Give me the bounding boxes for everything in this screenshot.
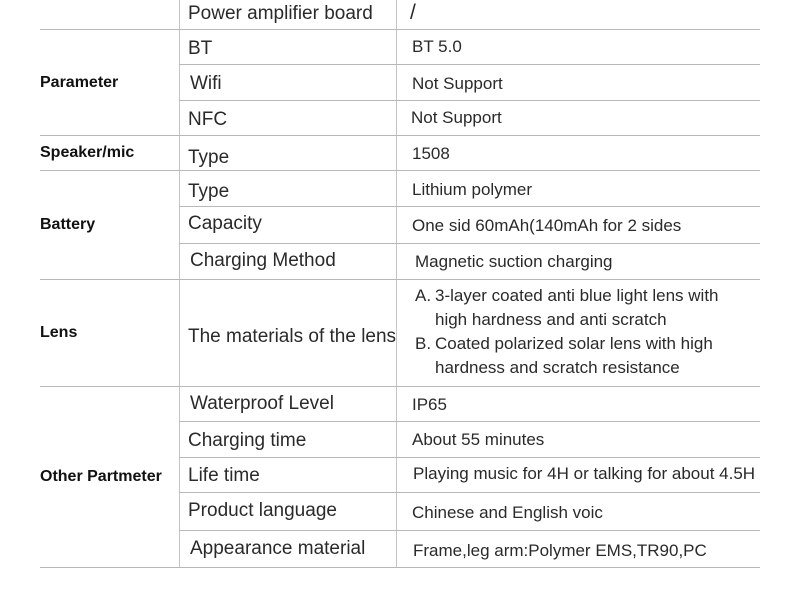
value-bt: BT 5.0: [412, 37, 462, 56]
row-divider: [179, 457, 760, 458]
field-waterproof-level: Waterproof Level: [190, 393, 334, 414]
field-lens-materials: The materials of the lens: [188, 326, 397, 347]
list-marker: B.: [415, 334, 432, 353]
category-label: Parameter: [40, 73, 119, 91]
row-divider: [179, 421, 760, 422]
category-label: Other Partmeter: [40, 468, 162, 485]
list-item-line: 3-layer coated anti blue light lens with: [435, 286, 719, 305]
field-capacity: Capacity: [188, 213, 262, 234]
value-battery-type: Lithium polymer: [412, 180, 532, 199]
value-charging-method: Magnetic suction charging: [415, 252, 613, 271]
list-item-text: [435, 332, 713, 380]
value-wifi: Not Support: [412, 74, 503, 93]
category-speaker-mic: [40, 136, 179, 170]
list-item: [415, 332, 719, 380]
list-item-line: high hardness and anti scratch: [435, 310, 667, 329]
field-life-time: Life time: [188, 465, 260, 486]
value-waterproof-level: IP65: [412, 395, 447, 414]
field-power-amplifier-board: Power amplifier board: [188, 3, 373, 24]
category-label: Battery: [40, 216, 96, 233]
value-life-time: Playing music for 4H or talking for about 4.5H: [413, 464, 756, 483]
category-lens: [40, 280, 179, 386]
value-product-language: Chinese and English voic: [412, 503, 603, 522]
spec-table: [40, 0, 760, 568]
row-divider: [179, 64, 760, 65]
field-bt: BT: [188, 38, 213, 59]
value-capacity: One sid 60mAh(140mAh for 2 sides: [412, 216, 682, 235]
field-appearance-material: Appearance material: [190, 538, 366, 559]
column-divider: [179, 0, 180, 568]
category-parameter: [40, 30, 179, 135]
row-divider: [179, 530, 760, 531]
row-divider: [179, 100, 760, 101]
value-appearance-material: Frame,leg arm:Polymer EMS,TR90,PC: [413, 541, 707, 560]
category-label: Lens: [40, 324, 78, 341]
category-other-parameter: [40, 387, 179, 567]
field-charging-method: Charging Method: [190, 250, 336, 271]
field-speaker-type: Type: [188, 147, 230, 168]
list-marker: A.: [415, 286, 432, 305]
row-divider: [179, 206, 760, 207]
row-divider: [179, 243, 760, 244]
category-label: Speaker/mic: [40, 144, 135, 161]
list-item-line: Coated polarized solar lens with high: [435, 334, 713, 353]
list-item: [415, 284, 719, 332]
field-charging-time: Charging time: [188, 430, 307, 451]
value-nfc: Not Support: [411, 108, 502, 127]
field-battery-type: Type: [188, 181, 230, 202]
list-item-line: hardness and scratch resistance: [435, 358, 680, 377]
value-speaker-type: 1508: [412, 144, 450, 163]
field-product-language: Product language: [188, 500, 337, 521]
field-wifi: Wifi: [190, 73, 222, 94]
row-divider: [179, 492, 760, 493]
value-power-amplifier-board: /: [410, 1, 416, 24]
lens-materials-list: [415, 284, 719, 380]
list-item-text: [435, 284, 719, 332]
category-battery: [40, 171, 179, 279]
field-nfc: NFC: [188, 109, 228, 130]
row-divider: [40, 567, 760, 568]
value-charging-time: About 55 minutes: [412, 430, 545, 449]
